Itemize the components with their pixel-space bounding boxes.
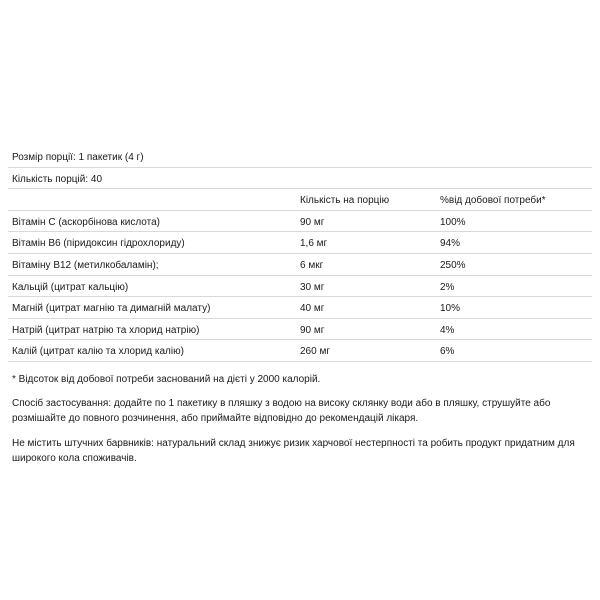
servings-count: Кількість порцій: 40 (12, 173, 103, 185)
nutrient-daily-value: 4% (440, 324, 455, 336)
nutrient-daily-value: 250% (440, 259, 466, 271)
table-row (8, 232, 592, 254)
no-dyes-note: Не містить штучних барвників: натуральний склад знижує ризик харчової нестерпності та робить продукт придатним для широкого кола споживачів. (12, 438, 575, 464)
nutrient-amount: 6 мкг (300, 259, 324, 271)
table-row (8, 276, 592, 298)
daily-value-column-header: %від добової потреби* (440, 195, 546, 207)
nutrient-name: Вітаміну В12 (метилкобаламін); (12, 259, 159, 271)
nutrient-daily-value: 6% (440, 346, 455, 358)
nutrient-name: Вітамін В6 (піридоксин гідрохлориду) (12, 238, 185, 250)
nutrient-amount: 40 мг (300, 303, 325, 315)
nutrient-name: Вітамін С (аскорбінова кислота) (12, 216, 161, 228)
nutrient-name: Натрій (цитрат натрію та хлорид натрію) (12, 324, 200, 336)
serving-size-row (8, 146, 592, 168)
servings-count-row (8, 168, 592, 190)
table-row (8, 340, 592, 362)
nutrient-name: Калій (цитрат калію та хлорид калію) (12, 346, 184, 358)
table-row (8, 319, 592, 341)
table-row (8, 297, 592, 319)
nutrient-name: Кальцій (цитрат кальцію) (12, 281, 129, 293)
table-row (8, 254, 592, 276)
product-notes (8, 372, 592, 476)
nutrient-daily-value: 10% (440, 303, 461, 315)
serving-size: Розмір порції: 1 пакетик (4 г) (12, 152, 144, 163)
nutrient-amount: 1,6 мг (300, 238, 328, 250)
table-row (8, 211, 592, 233)
amount-column-header: Кількість на порцію (300, 195, 390, 207)
nutrient-amount: 90 мг (300, 216, 325, 228)
nutrient-amount: 260 мг (300, 346, 330, 358)
usage-instructions: Спосіб застосування: додайте по 1 пакетику в пляшку з водою на високу склянку води або в пляшку, струшуйте або розмішайте до повного розчинення, або приймайте відповідно до рекомендацій лікаря. (12, 398, 551, 424)
table-header-row (8, 189, 592, 211)
nutrient-daily-value: 100% (440, 216, 466, 228)
daily-value-footnote: * Відсоток від добової потреби заснований на дієті у 2000 калорій. (12, 374, 321, 385)
nutrition-facts-table (8, 146, 592, 362)
nutrient-amount: 30 мг (300, 281, 325, 293)
nutrient-amount: 90 мг (300, 324, 325, 336)
nutrient-name: Магній (цитрат магнію та димагній малату) (12, 303, 211, 315)
nutrient-daily-value: 94% (440, 238, 461, 250)
nutrient-daily-value: 2% (440, 281, 455, 293)
